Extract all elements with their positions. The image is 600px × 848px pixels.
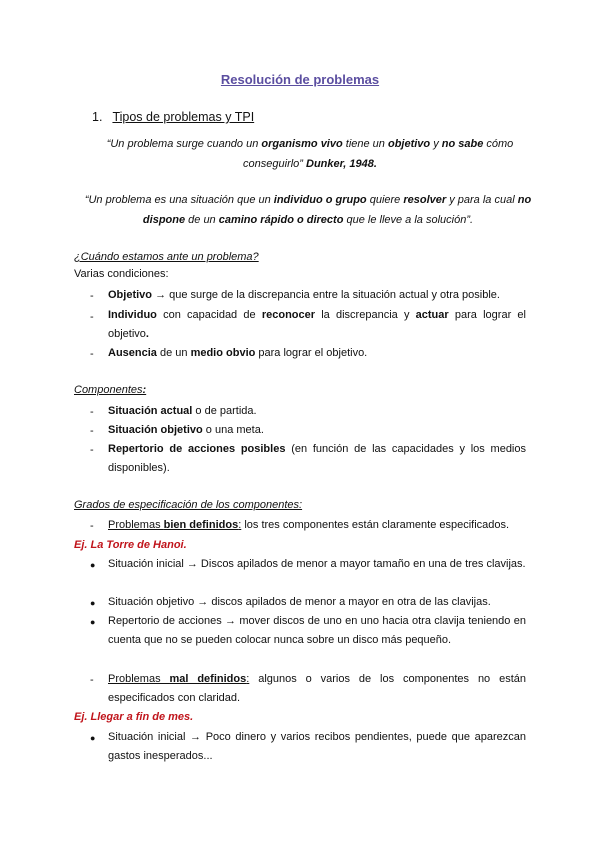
- bullet-dash: -: [90, 674, 94, 686]
- bullet-dash: -: [90, 290, 94, 302]
- bullet-dot: ●: [90, 617, 96, 627]
- example-fin-de-mes: Ej. Llegar a fin de mes.: [74, 711, 194, 723]
- month-item-inicial: Situación inicial → Poco dinero y varios recibos pendientes, puede que aparezcan gastos inesperados...: [108, 731, 526, 762]
- when-intro: Varias condiciones:: [74, 268, 169, 280]
- bullet-dash: -: [90, 406, 94, 418]
- section-number: 1.: [92, 110, 103, 124]
- quote-definition: “Un problema es una situación que un individuo o grupo quiere resolver y para la cual no dispone de un camino rápido o directo que le lleve a la solución”.: [84, 194, 532, 226]
- bullet-dash: -: [90, 444, 94, 456]
- list-item-bien-definidos: Problemas bien definidos: los tres componentes están claramente especificados.: [108, 519, 510, 531]
- section-heading: [92, 110, 254, 124]
- list-item-situacion-objetivo: Situación objetivo o una meta.: [108, 424, 264, 436]
- list-item-objetivo: Objetivo → que surge de la discrepancia entre la situación actual y otra posible.: [108, 289, 500, 301]
- bullet-dot: ●: [90, 560, 96, 570]
- list-item-individuo: Individuo con capacidad de reconocer la discrepancia y actuar para lograr el objetivo.: [108, 309, 526, 340]
- list-item-situacion-actual: Situación actual o de partida.: [108, 405, 257, 417]
- hanoi-item-inicial: Situación inicial → Discos apilados de menor a mayor tamaño en una de tres clavijas.: [108, 558, 526, 570]
- bullet-dash: -: [90, 348, 94, 360]
- document-title: Resolución de problemas: [220, 72, 380, 87]
- section-title: Tipos de problemas y TPI: [112, 110, 255, 124]
- list-item-repertorio: Repertorio de acciones posibles (en función de las capacidades y los medios disponibles).: [108, 443, 526, 474]
- list-item-ausencia: Ausencia de un medio obvio para lograr el objetivo.: [108, 347, 368, 359]
- bullet-dash: -: [90, 311, 94, 323]
- quote-dunker: “Un problema surge cuando un organismo vivo tiene un objetivo y no sabe cómo conseguirlo” Dunker, 1948.: [106, 138, 514, 170]
- bullet-dash: -: [90, 520, 94, 532]
- components-heading: Componentes:: [74, 384, 147, 396]
- example-hanoi: Ej. La Torre de Hanoi.: [74, 539, 187, 551]
- when-heading: ¿Cuándo estamos ante un problema?: [74, 251, 259, 263]
- hanoi-item-objetivo: Situación objetivo → discos apilados de menor a mayor en otra de las clavijas.: [108, 596, 491, 608]
- bullet-dot: ●: [90, 598, 96, 608]
- grades-heading: Grados de especificación de los componentes:: [74, 499, 303, 511]
- list-item-mal-definidos: Problemas mal definidos: algunos o varios de los componentes no están especificados con claridad.: [108, 673, 526, 704]
- bullet-dot: ●: [90, 733, 96, 743]
- bullet-dash: -: [90, 425, 94, 437]
- hanoi-item-repertorio: Repertorio de acciones → mover discos de uno en uno hacia otra clavija teniendo en cuenta que no se pueden colocar nunca sobre un disco más pequeño.: [108, 615, 526, 646]
